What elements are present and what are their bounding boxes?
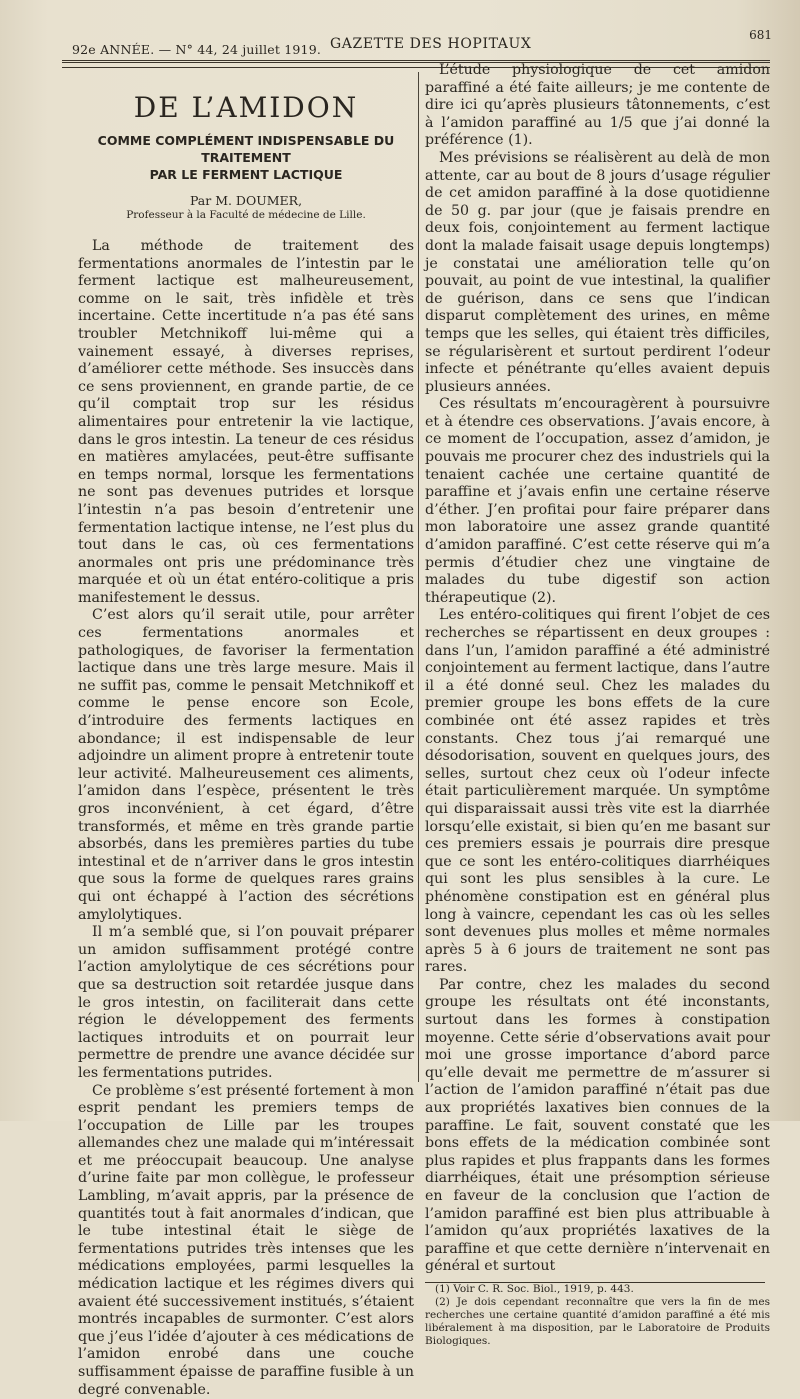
footnote: (1) Voir C. R. Soc. Biol., 1919, p. 443. xyxy=(425,1283,770,1296)
paragraph: Ces résultats m’encouragèrent à poursuivre et à étendre ces observations. J’avais encore, à ce moment de l’occupation, assez d’amidon, je pouvais me procurer chez des industriels qui la tenaient cachée une certaine quantité de paraffine et j’avais enfin une certaine réserve d’éther. J’en profitai pour faire préparer dans mon laboratoire une assez grande quantité d’amidon paraffiné. C’est cette réserve qui m’a permis d’étudier chez une vingtaine de malades du tube digestif son action thérapeutique (2). xyxy=(425,396,770,607)
paragraph: Il m’a semblé que, si l’on pouvait préparer un amidon suffisamment protégé contre l’action amylolytique de ces sécrétions pour que sa destruction soit retardée jusque dans le gros intestin, on faciliterait dans cette région le développement des ferments lactiques introduits et on pourrait leur permettre de prendre une avance décidée sur les fermentations putrides. xyxy=(78,924,414,1082)
footnote: (2) Je dois cependant reconnaître que vers la fin de mes recherches une certaine quantité d’amidon paraffiné a été mis libéralement à ma disposition, par le Laboratoire de Produits Biologiques. xyxy=(425,1296,770,1348)
article-subtitle xyxy=(78,132,414,183)
paragraph: Mes prévisions se réalisèrent au delà de mon attente, car au bout de 8 jours d’usage régulier de cet amidon paraffiné à la dose quotidienne de 50 g. par jour (que je faisais prendre en deux fois, conjointement au ferment lactique dont la malade faisait usage depuis longtemps) je constatai une amélioration telle qu’on pouvait, au point de vue intestinal, la qualifier de guérison, dans ce sens que l’indican disparut complètement des urines, en même temps que les selles, qui étaient très difficiles, se régularisèrent et surtout perdirent l’odeur infecte et pénétrante qu’elles avaient depuis plusieurs années. xyxy=(425,150,770,396)
paragraph: Les entéro-colitiques qui firent l’objet de ces recherches se répartissent en deux groupes : dans l’un, l’amidon paraffiné a été administré conjointement au ferment lactique, dans l’autre il a été donné seul. Chez les malades du premier groupe les bons effets de la cure combinée ont été assez rapides et très constants. Chez tous j’ai remarqué une désodorisation, souvent en quelques jours, des selles, surtout chez ceux où l’odeur infecte était particulièrement marquée. Un symptôme qui disparaissait aussi très vite est la diarrhée lorsqu’elle existait, si bien qu’en me basant sur ces premiers essais je pourrais dire presque que ce sont les entéro-colitiques diarrhéiques qui sont les plus sensibles à la cure. Le phénomène constipation est en général plus long à vaincre, cependant les cas où les selles sont devenues plus molles et même normales après 5 à 6 jours de traitement ne sont pas rares. xyxy=(425,607,770,976)
subtitle-line-1: COMME COMPLÉMENT INDISPENSABLE DU TRAITEMENT xyxy=(78,132,414,166)
footnotes xyxy=(425,1283,770,1348)
author-affiliation: Professeur à la Faculté de médecine de Lille. xyxy=(78,208,414,222)
paragraph: C’est alors qu’il serait utile, pour arrêter ces fermentations anormales et pathologiques, de favoriser la fermentation lactique dans une très large mesure. Mais il ne suffit pas, comme le pensait Metchnikoff et comme le pense encore son Ecole, d’introduire des ferments lactiques en abondance; il est indispensable de leur adjoindre un aliment propre à entretenir toute leur activité. Malheureusement ces aliments, l’amidon dans l’espèce, présentent le très gros inconvénient, à cet égard, d’être transformés, et même en très grande partie absorbés, dans les premières parties du tube intestinal et de n’arriver dans le gros intestin que sous la forme de quelques rares grains qui ont échappé à l’action des sécrétions amylolytiques. xyxy=(78,607,414,924)
subtitle-line-2: PAR LE FERMENT LACTIQUE xyxy=(78,166,414,183)
page-number: 681 xyxy=(749,28,772,42)
author: Par M. DOUMER, xyxy=(78,193,414,208)
issue-info: 92e ANNÉE. — N° 44, 24 juillet 1919. xyxy=(72,42,321,57)
left-column xyxy=(78,78,414,1399)
article-title: DE L’AMIDON xyxy=(78,92,414,124)
paragraph: Par contre, chez les malades du second groupe les résultats ont été inconstants, surtout dans les formes à constipation moyenne. Cette série d’observations avait pour moi une grosse importance d’abord parce qu’elle devait me permettre de m’assurer si l’action de l’amidon paraffiné n’était pas due aux propriétés laxatives bien connues de la paraffine. Le fait, souvent constaté que les bons effets de la médication combinée sont plus rapides et plus frappants dans les formes diarrhéiques, était une présomption sérieuse en faveur de la conclusion que l’action de l’amidon paraffiné est bien plus attribuable à l’amidon qu’aux propriétés laxatives de la paraffine et que cette dernière n’intervenait en général et surtout xyxy=(425,977,770,1276)
paragraph: Ce problème s’est présenté fortement à mon esprit pendant les premiers temps de l’occupation de Lille par les troupes allemandes chez une malade qui m’intéressait et me préoccupait beaucoup. Une analyse d’urine faite par mon collègue, le professeur Lambling, m’avait appris, par la présence de quantités tout à fait anormales d’indican, que le tube intestinal était le siège de fermentations putrides très intenses que les médications employées, parmi lesquelles la médication lactique et les régimes divers qui avaient été successivement institués, s’étaient montrés incapables de surmonter. C’est alors que j’eus l’idée d’ajouter à ces médications de l’amidon enrobé dans une couche suffisamment épaisse de paraffine fusible à un degré convenable. xyxy=(78,1083,414,1399)
paragraph: La méthode de traitement des fermentations anormales de l’intestin par le ferment lactique est malheureusement, comme on le sait, très infidèle et très incertaine. Cette incertitude n’a pas été sans troubler Metchnikoff lui-même qui a vainement essayé, à diverses reprises, d’améliorer cette méthode. Ses insuccès dans ce sens proviennent, en grande partie, de ce qu’il comptait trop sur les résidus alimentaires pour entretenir la vie lactique, dans le gros intestin. La teneur de ces résidus en matières amylacées, peut-être suffisante en temps normal, lorsque les fermentations ne sont pas devenues putrides et lorsque l’intestin n’a pas besoin d’entretenir une fermentation lactique intense, ne l’est plus du tout dans le cas, où ces fermentations anormales ont pris une prédominance très marquée et où un état entéro-colitique a pris manifestement le dessus. xyxy=(78,238,414,607)
column-divider xyxy=(418,72,419,1082)
page-header xyxy=(72,28,772,58)
journal-title: GAZETTE DES HOPITAUX xyxy=(330,36,531,52)
paragraph: L’étude physiologique de cet amidon paraffiné a été faite ailleurs; je me contente de dire ici qu’après plusieurs tâtonnements, c’est à l’amidon paraffiné au 1/5 que j’ai donné la préférence (1). xyxy=(425,62,770,150)
right-column xyxy=(425,62,770,1348)
